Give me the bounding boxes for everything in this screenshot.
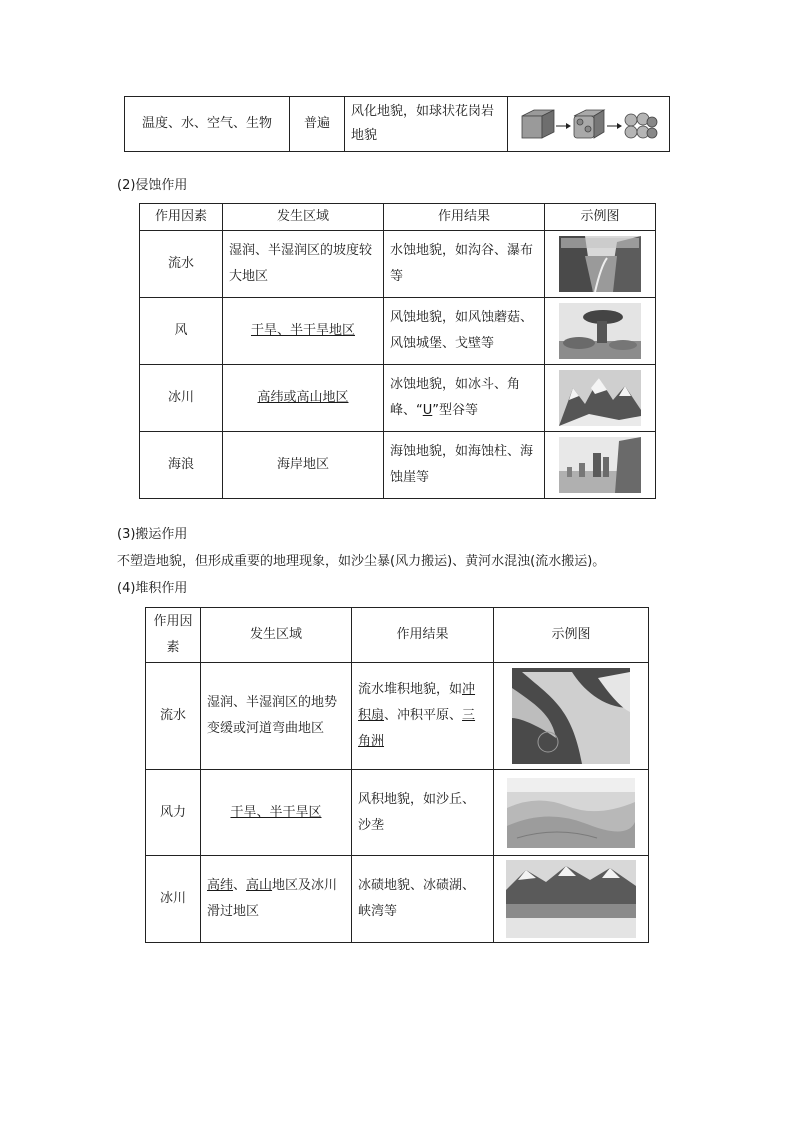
granite-weathering-diagram (514, 102, 664, 146)
area-cell (201, 856, 352, 943)
table-row (140, 432, 656, 499)
factor-cell: 流水 (146, 663, 201, 770)
area-cell: 高纬或高山地区 (223, 365, 384, 432)
image-cell (545, 432, 656, 499)
result-text-underlined: U (422, 403, 433, 418)
moraine-lake-photo (506, 860, 636, 938)
column-header: 发生区域 (201, 608, 352, 663)
image-cell (494, 856, 649, 943)
sand-dunes-photo (507, 778, 635, 848)
image-cell (545, 298, 656, 365)
transport-text: 不塑造地貌，但形成重要的地理现象，如沙尘暴(风力搬运)、黄河水混浊(流水搬运)。 (117, 554, 606, 569)
result-text: 冰蚀地貌，如冰斗、角峰、“ (390, 377, 521, 418)
mushroom-rock-photo (559, 303, 641, 359)
column-header: 发生区域 (223, 204, 384, 231)
weathering-table (124, 96, 670, 152)
result-cell: 风蚀地貌，如风蚀蘑菇、风蚀城堡、戈壁等 (384, 298, 545, 365)
table-header-row (146, 608, 649, 663)
result-text: ”型谷等 (432, 403, 479, 418)
image-cell (494, 663, 649, 770)
weathering-factors: 温度、水、空气、生物 (125, 97, 290, 152)
table-row (146, 663, 649, 770)
factor-cell: 流水 (140, 231, 223, 298)
weathering-result: 风化地貌，如球状花岗岩地貌 (345, 97, 508, 152)
glacier-peaks-photo (559, 370, 641, 426)
column-header: 作用结果 (352, 608, 494, 663)
area-cell: 干旱、半干旱区 (201, 770, 352, 856)
weathering-scope: 普遍 (290, 97, 345, 152)
sea-stacks-photo (559, 437, 641, 493)
result-text: 、冲积平原、 (384, 708, 463, 723)
column-header: 作用因素 (146, 608, 201, 663)
erosion-heading: (2)侵蚀作用 (117, 178, 188, 193)
deposition-heading: (4)堆积作用 (117, 581, 188, 596)
area-cell: 湿润、半湿润区的地势变缓或河道弯曲地区 (201, 663, 352, 770)
result-text-underlined: 冲积扇 (358, 682, 476, 723)
result-cell: 冰碛地貌、冰碛湖、峡湾等 (352, 856, 494, 943)
image-cell (494, 770, 649, 856)
table-header-row (140, 204, 656, 231)
transport-heading: (3)搬运作用 (117, 527, 188, 542)
column-header: 作用结果 (384, 204, 545, 231)
area-cell: 湿润、半湿润区的坡度较大地区 (223, 231, 384, 298)
table-row (146, 856, 649, 943)
factor-cell: 海浪 (140, 432, 223, 499)
table-row (146, 770, 649, 856)
table-row (140, 365, 656, 432)
column-header: 示例图 (545, 204, 656, 231)
factor-cell: 冰川 (140, 365, 223, 432)
image-cell (545, 365, 656, 432)
result-cell: 水蚀地貌，如沟谷、瀑布等 (384, 231, 545, 298)
column-header: 作用因素 (140, 204, 223, 231)
factor-cell: 风力 (146, 770, 201, 856)
factor-cell: 冰川 (146, 856, 201, 943)
erosion-table (139, 203, 656, 499)
area-text: 、 (233, 878, 247, 893)
result-cell (384, 365, 545, 432)
deposition-table (145, 607, 649, 943)
river-valley-photo (559, 236, 641, 292)
area-cell: 干旱、半干旱地区 (223, 298, 384, 365)
area-cell: 海岸地区 (223, 432, 384, 499)
table-row (140, 298, 656, 365)
weathering-image-cell (508, 97, 670, 152)
table-row (125, 97, 670, 152)
table-row (140, 231, 656, 298)
factor-cell: 风 (140, 298, 223, 365)
result-cell: 风积地貌，如沙丘、沙垄 (352, 770, 494, 856)
result-text-underlined: 三角洲 (358, 708, 476, 749)
result-cell (352, 663, 494, 770)
result-text: 流水堆积地貌，如 (358, 682, 463, 697)
column-header: 示例图 (494, 608, 649, 663)
area-text: 地区及冰川滑过地区 (207, 878, 338, 919)
alluvial-fan-photo (512, 668, 630, 764)
result-cell: 海蚀地貌，如海蚀柱、海蚀崖等 (384, 432, 545, 499)
image-cell (545, 231, 656, 298)
area-text-underlined: 高纬 (207, 878, 234, 893)
area-text-underlined: 高山 (246, 878, 273, 893)
